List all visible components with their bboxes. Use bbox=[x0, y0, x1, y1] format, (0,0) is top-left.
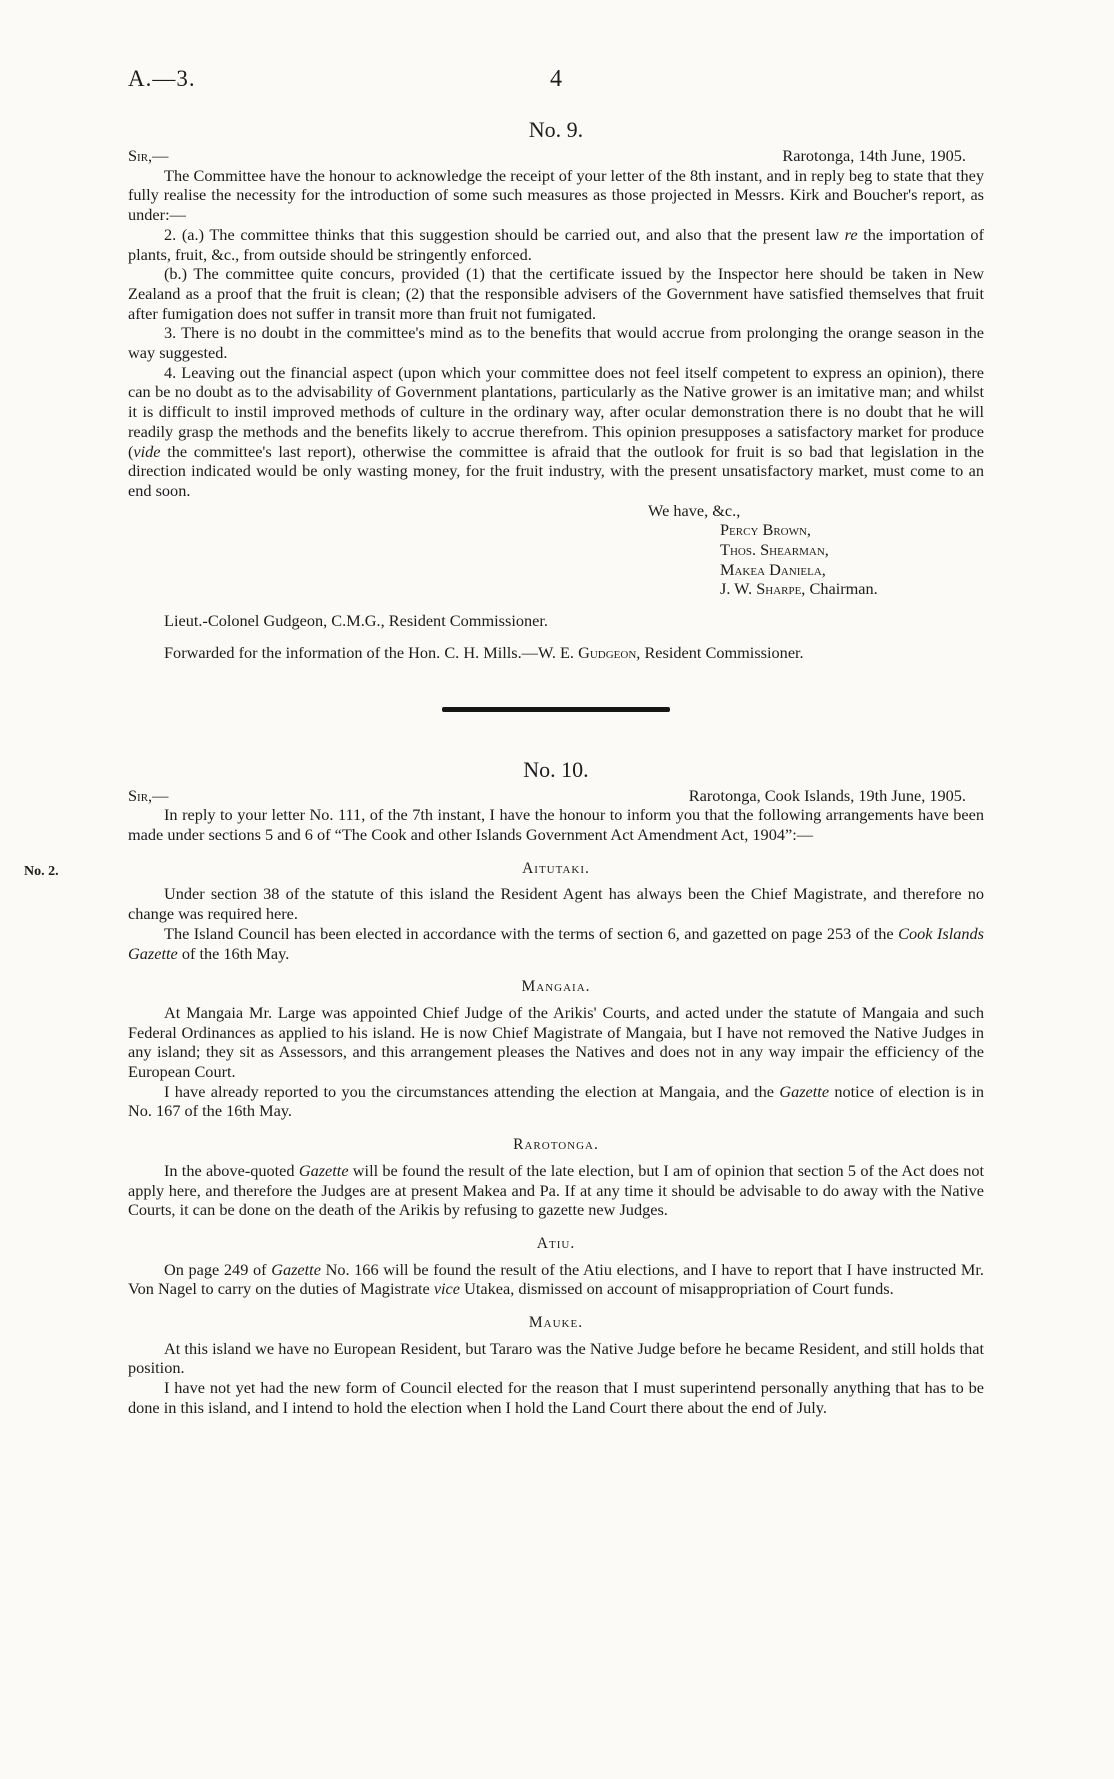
parliamentary-reference: A.—3. bbox=[128, 66, 196, 91]
letter-9-paragraph-1: The Committee have the honour to acknowledge the receipt of your letter of the 8th instant, and in reply beg to state that they fully realise the necessity for the introduction of some such measures as those projected in Messrs. Kirk and Boucher's report, as under:— bbox=[128, 165, 984, 225]
letter-9-closing: We have, &c., bbox=[648, 500, 741, 520]
heading-mangaia: Mangaia. bbox=[521, 978, 591, 996]
aitutaki-paragraph-1: Under section 38 of the statute of this island the Resident Agent has always been the Chief Magistrate, and therefore no change was required here. bbox=[128, 884, 984, 924]
mauke-paragraph-2: I have not yet had the new form of Council elected for the reason that I must superintend personally anything that has to be done in this island, and I intend to hold the election when I hold the Land Court there about the end of July. bbox=[128, 1378, 984, 1417]
letter-10-number: No. 10. bbox=[523, 756, 589, 782]
signature: Percy Brown, bbox=[720, 520, 811, 540]
letter-9-paragraph-2b: (b.) The committee quite concurs, provided (1) that the certificate issued by the Inspector here should be taken in New Zealand as a proof that the fruit is clean; (2) that the responsible advisers of the Government have satisfied themselves that fruit after fumigation does not suffer in transit more than fruit not fumigated. bbox=[128, 264, 984, 323]
margin-note: No. 2. bbox=[24, 864, 59, 879]
letter-9-place-date: Rarotonga, 14th June, 1905. bbox=[782, 146, 966, 165]
letter-9-forwarding-note: Forwarded for the information of the Hon. C. H. Mills.—W. E. Gudgeon, Resident Commissioner. bbox=[164, 642, 804, 662]
letter-10-place-date: Rarotonga, Cook Islands, 19th June, 1905. bbox=[688, 785, 966, 805]
letter-9-paragraph-3: 3. There is no doubt in the committee's mind as to the benefits that would accrue from prolonging the orange season in the way suggested. bbox=[128, 323, 984, 363]
signature: Makea Daniela, bbox=[720, 559, 826, 579]
atiu-paragraph-1: On page 249 of Gazette No. 166 will be found the result of the Atiu elections, and I have to report that I have instructed Mr. Von Nagel to carry on the duties of Magistrate vice Utakea, dismissed on account of misappropriation of Court funds. bbox=[128, 1259, 984, 1299]
mangaia-paragraph-2: I have already reported to you the circumstances attending the election at Mangaia, and the Gazette notice of election is in No. 167 of the 16th May. bbox=[128, 1081, 984, 1121]
letter-9-number: No. 9. bbox=[528, 117, 584, 142]
heading-rarotonga: Rarotonga. bbox=[513, 1136, 599, 1154]
document-body bbox=[128, 116, 984, 1418]
aitutaki-paragraph-2: The Island Council has been elected in accordance with the terms of section 6, and gazetted on page 253 of the Cook Islands Gazette of the 16th May. bbox=[128, 923, 985, 963]
signature: Thos. Shearman, bbox=[720, 540, 829, 560]
letter-9-addressee: Lieut.-Colonel Gudgeon, C.M.G., Resident Commissioner. bbox=[164, 611, 548, 631]
letter-9-signatures bbox=[720, 520, 984, 599]
letter-9-paragraph-4: 4. Leaving out the financial aspect (upon which your committee does not feel itself competent to express an opinion), there can be no doubt as to the advisability of Government plantations, particularly as the Native grower is an imitative man; and whilst it is difficult to instil improved methods of culture in the ordinary way, after ocular demonstration there is no doubt that he will readily grasp the methods and the benefits likely to accrue therefrom. This opinion presupposes a satisfactory market for produce (vide the committee's last report), otherwise the committee is afraid that the outlook for fruit is so bad that legislation in the direction indicated would be only wasting money, for the fruit industry, with the present unsatisfactory market, must come to an end soon. bbox=[128, 362, 984, 500]
signature-chairman: J. W. Sharpe, Chairman. bbox=[720, 579, 878, 599]
heading-aitutaki: Aitutaki. bbox=[522, 859, 590, 877]
letter-10-salutation-row bbox=[128, 786, 984, 806]
page-header bbox=[128, 66, 984, 106]
rarotonga-paragraph-1: In the above-quoted Gazette will be found the result of the late election, but I am of opinion that section 5 of the Act does not apply here, and therefore the Judges are at present Makea and Pa. If at any time it should be advisable to do away with the Native Courts, it can be done on the death of the Arikis by refusing to gazette new Judges. bbox=[128, 1160, 985, 1220]
letter-9-paragraph-2a: 2. (a.) The committee thinks that this suggestion should be carried out, and also that the present law re the importation of plants, fruit, &c., from outside should be stringently enforced. bbox=[128, 224, 984, 264]
section-divider bbox=[442, 707, 670, 712]
letter-10-intro: In reply to your letter No. 111, of the 7th instant, I have the honour to inform you that the following arrangements have been made under sections 5 and 6 of “The Cook and other Islands Government Act Amendment Act, 1904”:— bbox=[128, 805, 984, 844]
letter-9-salutation-row bbox=[128, 146, 984, 166]
letter-10-salutation: Sir,— bbox=[128, 785, 169, 805]
mauke-paragraph-1: At this island we have no European Resident, but Tararo was the Native Judge before he became Resident, and still holds that position. bbox=[128, 1338, 984, 1378]
letter-9-salutation: Sir,— bbox=[128, 146, 169, 165]
mangaia-paragraph-1: At Mangaia Mr. Large was appointed Chief Judge of the Arikis' Courts, and acted under the statute of Mangaia and such Federal Ordinances as applied to his island. He is now Chief Magistrate of Mangaia, but I have not removed the Native Judges in any island; they sit as Assessors, and this arrangement pleases the Natives and does not in any way impair the efficiency of the European Court. bbox=[128, 1002, 984, 1082]
heading-mauke: Mauke. bbox=[528, 1314, 584, 1332]
page-number: 4 bbox=[550, 66, 562, 92]
heading-atiu: Atiu. bbox=[536, 1234, 576, 1252]
